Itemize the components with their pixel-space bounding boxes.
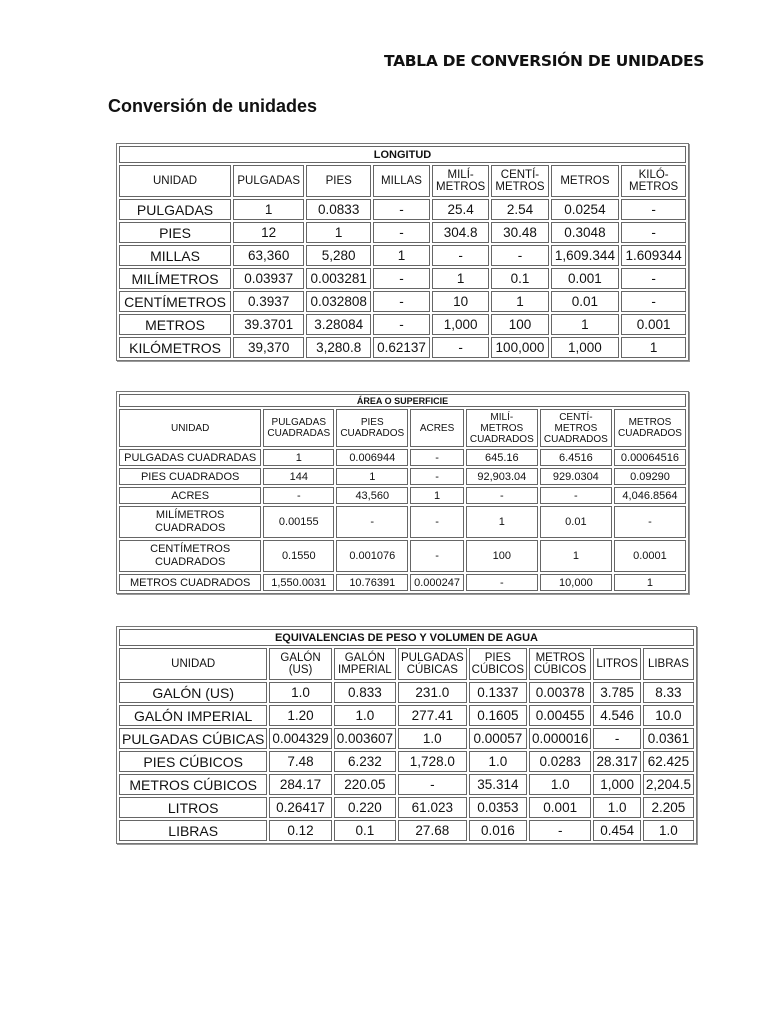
longitud-table — [116, 143, 689, 361]
table-row — [119, 314, 686, 335]
table-row — [119, 774, 694, 795]
column-header: ACRES — [410, 409, 463, 447]
column-header: LITROS — [593, 648, 641, 680]
table-cell: 1,000 — [551, 337, 620, 358]
column-header: PIES — [306, 165, 371, 197]
column-header: MILLAS — [373, 165, 430, 197]
table-row — [119, 291, 686, 312]
table-cell: - — [466, 487, 538, 504]
column-header: GALÓN IMPERIAL — [334, 648, 396, 680]
table-cell: 10 — [432, 291, 489, 312]
table-cell: 39.3701 — [233, 314, 304, 335]
table-cell: - — [373, 222, 430, 243]
row-label: LIBRAS — [119, 820, 267, 841]
table-cell: 1 — [466, 506, 538, 538]
table-cell: - — [529, 820, 591, 841]
table-cell: 0.006944 — [336, 449, 408, 466]
table-cell: 0.00378 — [529, 682, 591, 703]
table-cell: 304.8 — [432, 222, 489, 243]
header-row — [119, 165, 686, 197]
table-cell: 1.0 — [593, 797, 641, 818]
table-cell: - — [432, 245, 489, 266]
table-row — [119, 199, 686, 220]
table-cell: 12 — [233, 222, 304, 243]
row-label: ACRES — [119, 487, 261, 504]
table-cell: 0.01 — [540, 506, 612, 538]
table-cell: 0.000016 — [529, 728, 591, 749]
table-cell: 3.28084 — [306, 314, 371, 335]
table-cell: 1 — [263, 449, 334, 466]
row-label: PIES CÚBICOS — [119, 751, 267, 772]
column-header: PULGADAS — [233, 165, 304, 197]
table-cell: - — [373, 268, 430, 289]
table-cell: 0.09290 — [614, 468, 686, 485]
table-cell: 0.0001 — [614, 540, 686, 572]
table-cell: 0.001 — [529, 797, 591, 818]
column-header: LIBRAS — [643, 648, 694, 680]
table-row — [119, 540, 686, 572]
table-cell: 10,000 — [540, 574, 612, 591]
table-cell: 4.546 — [593, 705, 641, 726]
row-label: METROS CUADRADOS — [119, 574, 261, 591]
table-cell: 61.023 — [398, 797, 467, 818]
table-cell: 1.609344 — [621, 245, 686, 266]
table-cell: 0.0833 — [306, 199, 371, 220]
header-row — [119, 648, 694, 680]
table-cell: - — [621, 268, 686, 289]
column-header: METROS — [551, 165, 620, 197]
table-row — [119, 751, 694, 772]
table-cell: 6.232 — [334, 751, 396, 772]
table-cell: 100 — [491, 314, 548, 335]
table-cell: 8.33 — [643, 682, 694, 703]
table-row — [119, 337, 686, 358]
table-cell: 1.0 — [469, 751, 527, 772]
table-cell: 1.0 — [334, 705, 396, 726]
table-cell: 3.785 — [593, 682, 641, 703]
table-cell: 1,000 — [593, 774, 641, 795]
column-header: METROS CUADRADOS — [614, 409, 686, 447]
table-cell: 1,000 — [432, 314, 489, 335]
table-row — [119, 797, 694, 818]
row-label: PIES — [119, 222, 231, 243]
table-cell: 1 — [540, 540, 612, 572]
table-cell: 220.05 — [334, 774, 396, 795]
table-cell: 1 — [306, 222, 371, 243]
table-cell: 27.68 — [398, 820, 467, 841]
table-cell: 0.1337 — [469, 682, 527, 703]
table-cell: 100 — [466, 540, 538, 572]
table-cell: - — [621, 291, 686, 312]
table-cell: - — [621, 222, 686, 243]
table-cell: 62.425 — [643, 751, 694, 772]
table-cell: 0.62137 — [373, 337, 430, 358]
table-cell: 1.0 — [529, 774, 591, 795]
table-cell: 0.1605 — [469, 705, 527, 726]
table-row — [119, 468, 686, 485]
table-cell: 7.48 — [269, 751, 331, 772]
table-cell: - — [263, 487, 334, 504]
table-cell: - — [614, 506, 686, 538]
table-cell: 277.41 — [398, 705, 467, 726]
column-header: PULGADAS CUADRADAS — [263, 409, 334, 447]
section-title: Conversión de unidades — [108, 96, 318, 116]
row-label: PULGADAS CUADRADAS — [119, 449, 261, 466]
table-cell: 2.54 — [491, 199, 548, 220]
table-cell: 100,000 — [491, 337, 548, 358]
table-cell: 3,280.8 — [306, 337, 371, 358]
table-caption: ÁREA O SUPERFICIE — [119, 394, 686, 407]
table-cell: 0.1550 — [263, 540, 334, 572]
row-label: MILLAS — [119, 245, 231, 266]
table-cell: 0.00155 — [263, 506, 334, 538]
table-cell: 2.205 — [643, 797, 694, 818]
column-header: CENTÍ- METROS — [491, 165, 548, 197]
table-cell: 0.1 — [334, 820, 396, 841]
column-header: METROS CÚBICOS — [529, 648, 591, 680]
table-cell: 0.032808 — [306, 291, 371, 312]
table-cell: 0.00057 — [469, 728, 527, 749]
column-header: PIES CÚBICOS — [469, 648, 527, 680]
table-cell: - — [593, 728, 641, 749]
table-cell: - — [432, 337, 489, 358]
table-cell: 43,560 — [336, 487, 408, 504]
table-cell: 1 — [373, 245, 430, 266]
table-cell: 1 — [410, 487, 463, 504]
table-cell: 39,370 — [233, 337, 304, 358]
table-cell: 645.16 — [466, 449, 538, 466]
table-cell: 0.3048 — [551, 222, 620, 243]
table-row — [119, 222, 686, 243]
table-cell: 0.001076 — [336, 540, 408, 572]
table-cell: 0.003607 — [334, 728, 396, 749]
table-cell: 1.20 — [269, 705, 331, 726]
table-cell: 10.76391 — [336, 574, 408, 591]
table-row — [119, 245, 686, 266]
column-header: UNIDAD — [119, 648, 267, 680]
table-cell: 0.12 — [269, 820, 331, 841]
header-row — [119, 409, 686, 447]
table-row — [119, 728, 694, 749]
table-cell: 5,280 — [306, 245, 371, 266]
table-cell: 1 — [233, 199, 304, 220]
table-cell: 1 — [614, 574, 686, 591]
table-cell: - — [410, 540, 463, 572]
table-cell: 0.00064516 — [614, 449, 686, 466]
area-table — [116, 391, 689, 594]
row-label: PULGADAS — [119, 199, 231, 220]
table-cell: 4,046.8564 — [614, 487, 686, 504]
table-caption: LONGITUD — [119, 146, 686, 163]
table-cell: 0.016 — [469, 820, 527, 841]
table-row — [119, 820, 694, 841]
row-label: CENTÍMETROS CUADRADOS — [119, 540, 261, 572]
table-cell: 1,728.0 — [398, 751, 467, 772]
row-label: PULGADAS CÚBICAS — [119, 728, 267, 749]
table-cell: 0.03937 — [233, 268, 304, 289]
column-header: CENTÍ- METROS CUADRADOS — [540, 409, 612, 447]
table-cell: 0.001 — [621, 314, 686, 335]
table-cell: 0.0361 — [643, 728, 694, 749]
table-cell: 1 — [336, 468, 408, 485]
table-cell: - — [466, 574, 538, 591]
column-header: MILÍ- METROS — [432, 165, 489, 197]
row-label: KILÓMETROS — [119, 337, 231, 358]
table-cell: 35.314 — [469, 774, 527, 795]
table-cell: - — [410, 506, 463, 538]
table-cell: 144 — [263, 468, 334, 485]
table-cell: 1.0 — [398, 728, 467, 749]
table-cell: 0.0283 — [529, 751, 591, 772]
row-label: MILÍMETROS CUADRADOS — [119, 506, 261, 538]
table-cell: 1.0 — [643, 820, 694, 841]
table-cell: 0.3937 — [233, 291, 304, 312]
table-cell: 1 — [491, 291, 548, 312]
table-cell: 0.1 — [491, 268, 548, 289]
table-row — [119, 449, 686, 466]
table-cell: 1,609.344 — [551, 245, 620, 266]
table-cell: 28.317 — [593, 751, 641, 772]
table-cell: 0.220 — [334, 797, 396, 818]
column-header: MILÍ- METROS CUADRADOS — [466, 409, 538, 447]
row-label: METROS — [119, 314, 231, 335]
table-cell: 0.01 — [551, 291, 620, 312]
table-cell: - — [373, 199, 430, 220]
document-title: TABLA DE CONVERSIÓN DE UNIDADES — [384, 52, 705, 70]
row-label: CENTÍMETROS — [119, 291, 231, 312]
table-cell: - — [336, 506, 408, 538]
table-cell: 0.001 — [551, 268, 620, 289]
column-header: UNIDAD — [119, 409, 261, 447]
table-cell: 1.0 — [269, 682, 331, 703]
table-cell: - — [540, 487, 612, 504]
table-caption: EQUIVALENCIAS DE PESO Y VOLUMEN DE AGUA — [119, 629, 694, 646]
table-cell: 1,550.0031 — [263, 574, 334, 591]
column-header: PIES CUADRADOS — [336, 409, 408, 447]
table-cell: - — [373, 291, 430, 312]
table-cell: 0.454 — [593, 820, 641, 841]
row-label: METROS CÚBICOS — [119, 774, 267, 795]
table-cell: 0.00455 — [529, 705, 591, 726]
table-cell: 0.003281 — [306, 268, 371, 289]
table-row — [119, 268, 686, 289]
table-row — [119, 487, 686, 504]
table-cell: - — [410, 449, 463, 466]
column-header: UNIDAD — [119, 165, 231, 197]
table-cell: 1 — [551, 314, 620, 335]
table-cell: 0.0254 — [551, 199, 620, 220]
table-cell: 2,204.5 — [643, 774, 694, 795]
table-cell: 6.4516 — [540, 449, 612, 466]
table-cell: 231.0 — [398, 682, 467, 703]
row-label: MILÍMETROS — [119, 268, 231, 289]
column-header: GALÓN (US) — [269, 648, 331, 680]
table-cell: 0.0353 — [469, 797, 527, 818]
table-cell: 284.17 — [269, 774, 331, 795]
table-cell: - — [410, 468, 463, 485]
column-header: PULGADAS CÚBICAS — [398, 648, 467, 680]
table-cell: - — [491, 245, 548, 266]
row-label: PIES CUADRADOS — [119, 468, 261, 485]
table-cell: - — [621, 199, 686, 220]
table-cell: 0.000247 — [410, 574, 463, 591]
table-cell: 25.4 — [432, 199, 489, 220]
table-cell: 0.004329 — [269, 728, 331, 749]
table-cell: - — [373, 314, 430, 335]
table-cell: 1 — [621, 337, 686, 358]
table-cell: 0.833 — [334, 682, 396, 703]
table-cell: 0.26417 — [269, 797, 331, 818]
water-equivalence-table — [116, 626, 697, 844]
table-cell: 92,903.04 — [466, 468, 538, 485]
table-row — [119, 506, 686, 538]
table-row — [119, 682, 694, 703]
table-cell: 30.48 — [491, 222, 548, 243]
table-cell: 10.0 — [643, 705, 694, 726]
table-row — [119, 705, 694, 726]
table-cell: - — [398, 774, 467, 795]
table-cell: 929.0304 — [540, 468, 612, 485]
row-label: GALÓN IMPERIAL — [119, 705, 267, 726]
table-cell: 1 — [432, 268, 489, 289]
row-label: LITROS — [119, 797, 267, 818]
table-row — [119, 574, 686, 591]
table-cell: 63,360 — [233, 245, 304, 266]
column-header: KILÓ- METROS — [621, 165, 686, 197]
row-label: GALÓN (US) — [119, 682, 267, 703]
